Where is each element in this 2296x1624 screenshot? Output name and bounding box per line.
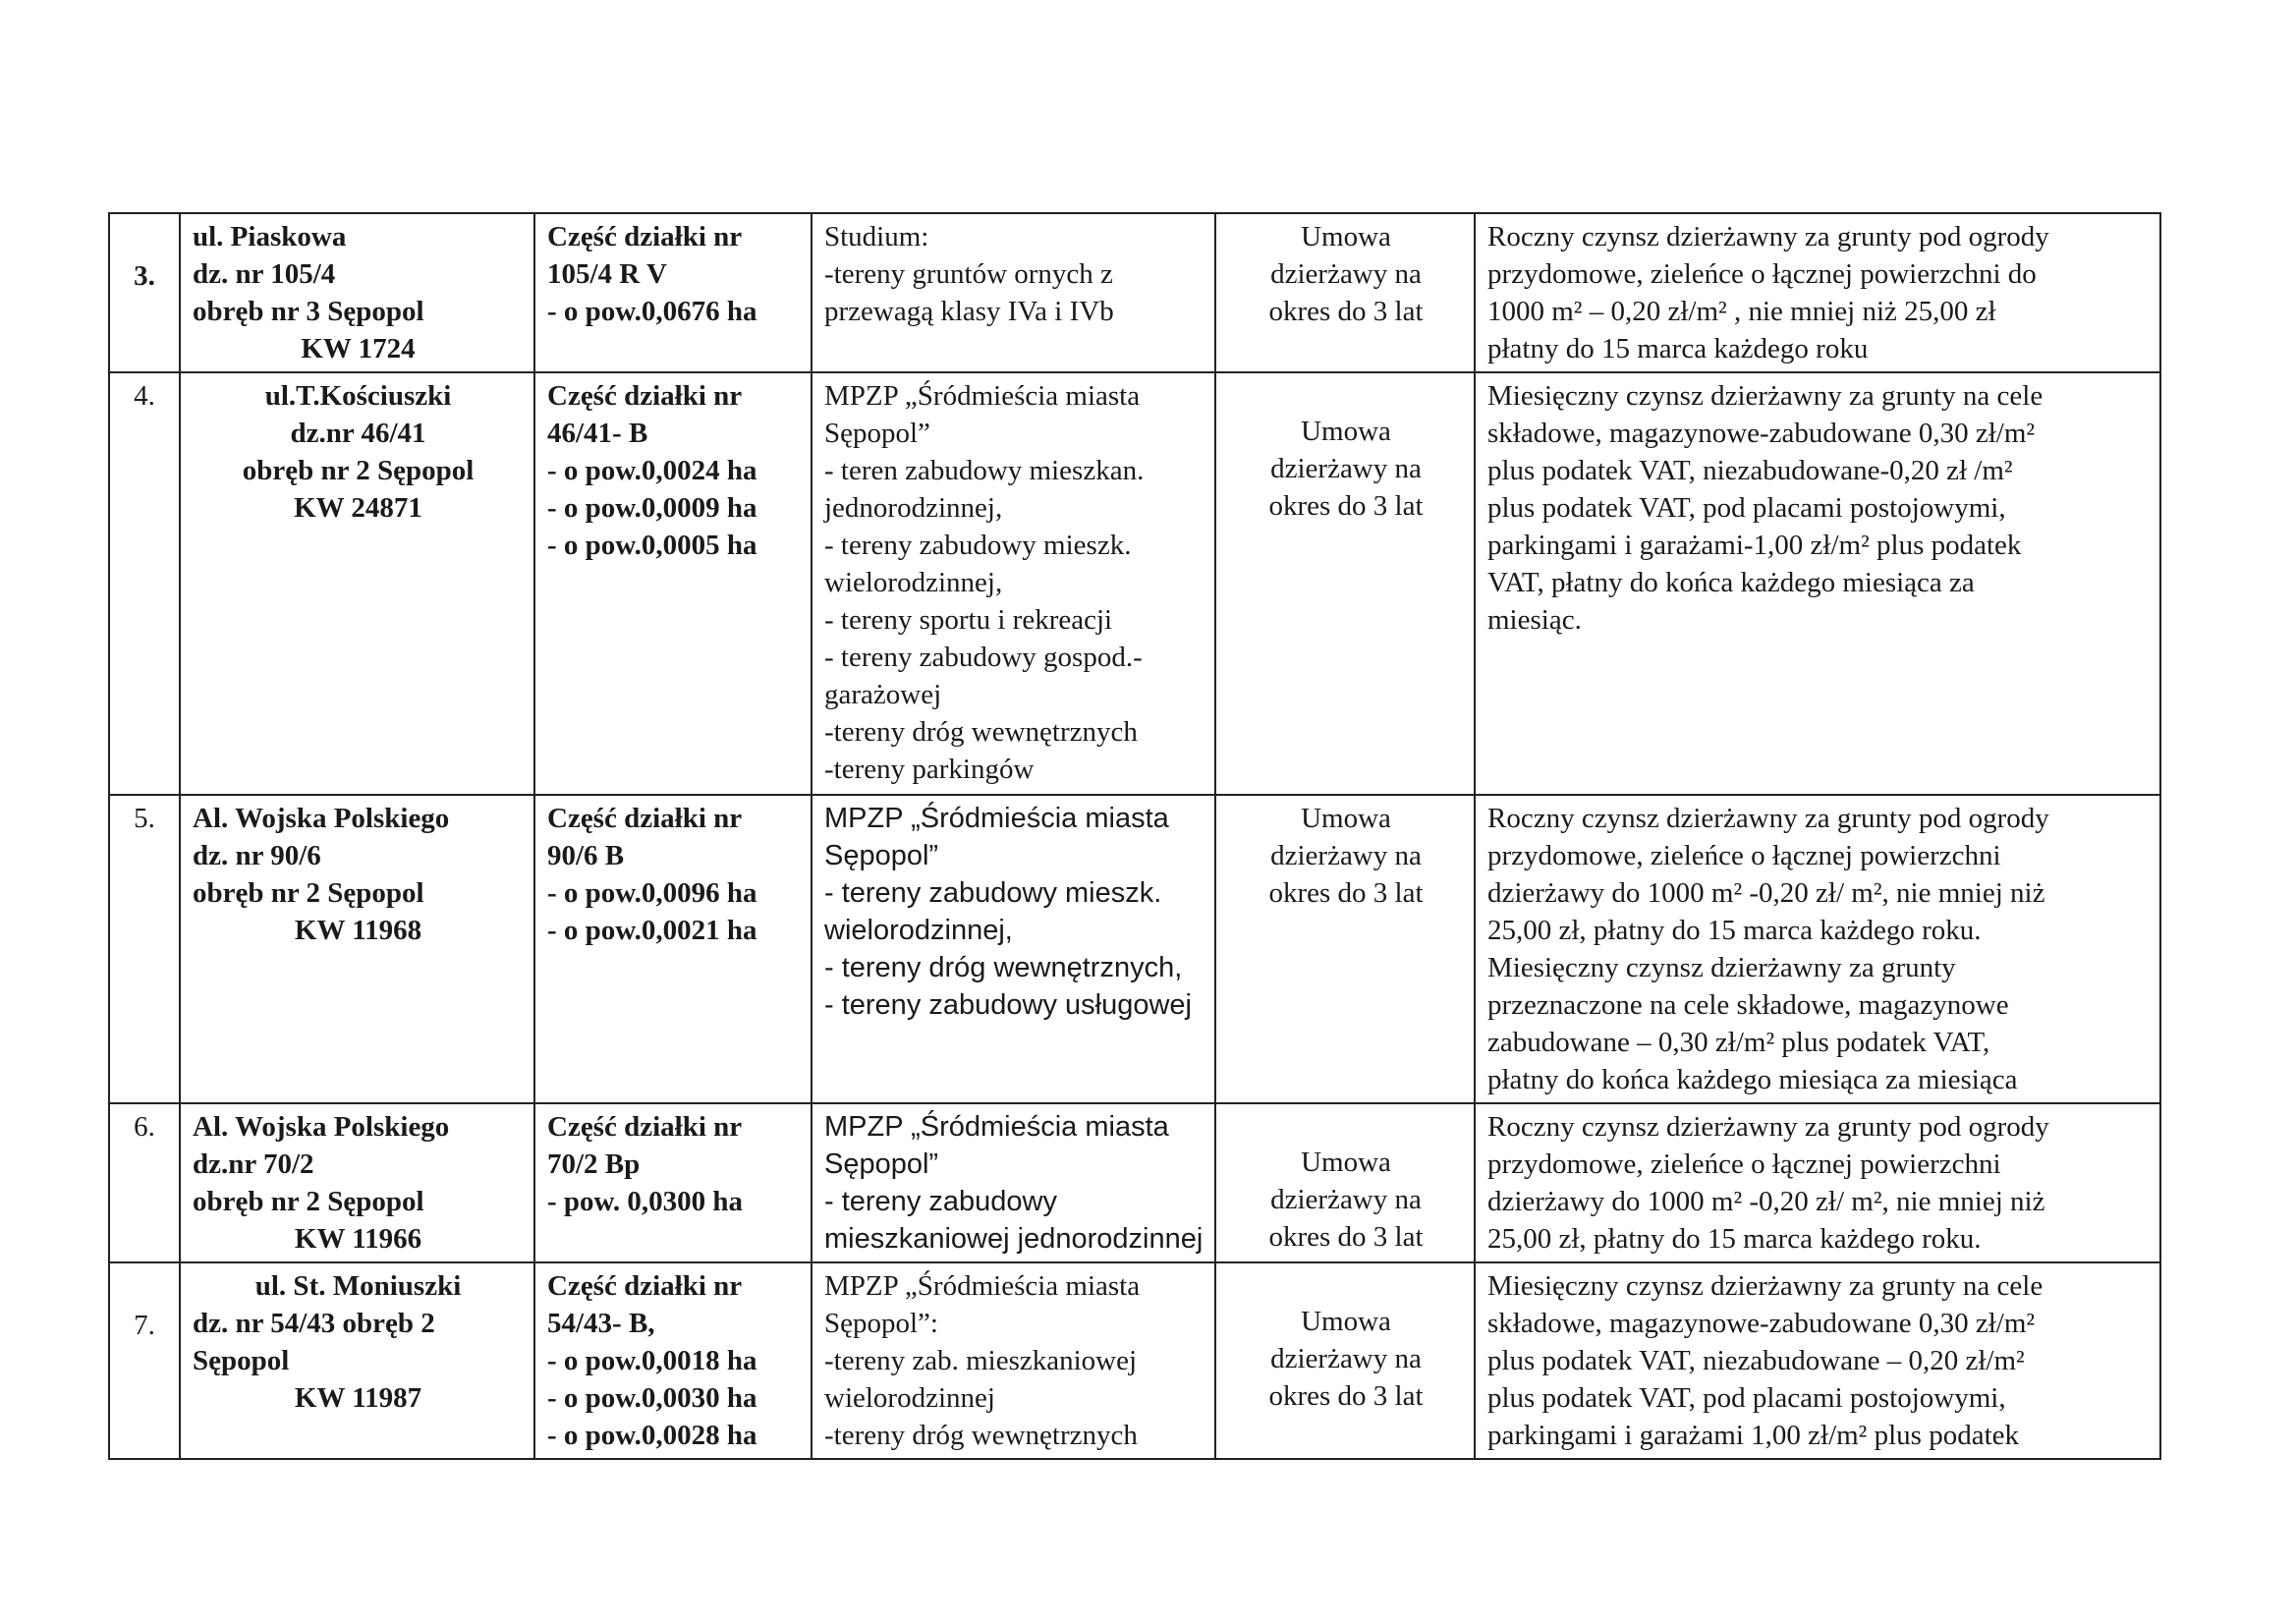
row-number: 4.: [109, 372, 180, 795]
location-cell: Al. Wojska Polskiego dz. nr 90/6 obręb nr 2 Sępopol KW 11968: [180, 795, 534, 1103]
contract-cell: Umowa dzierżawy na okres do 3 lat: [1215, 213, 1475, 372]
table-row: [109, 795, 2160, 1103]
rent-cell: Roczny czynsz dzierżawny za grunty pod ogrody przydomowe, zieleńce o łącznej powierzchni dzierżawy do 1000 m² -0,20 zł/ m², nie mniej niż 25,00 zł, płatny do 15 marca każdego roku. Miesięczny czynsz dzierżawny za grunty przeznaczone na cele składowe, magazynowe zabudowane – 0,30 zł/m² plus podatek VAT, płatny do końca każdego miesiąca za miesiąca: [1475, 795, 2160, 1103]
table-row: [109, 1103, 2160, 1262]
zoning-plan-cell: MPZP „Śródmieścia miasta Sępopol” - tereny zabudowy mieszkaniowej jednorodzinnej: [812, 1103, 1215, 1262]
location-cell: ul.T.Kościuszki dz.nr 46/41 obręb nr 2 Sępopol KW 24871: [180, 372, 534, 795]
row-number: 5.: [109, 795, 180, 1103]
location-cell: ul. St. Moniuszki dz. nr 54/43 obręb 2 Sępopol KW 11987: [180, 1262, 534, 1459]
table-row: [109, 372, 2160, 795]
contract-cell: Umowa dzierżawy na okres do 3 lat: [1215, 372, 1475, 795]
parcel-cell: Część działki nr 90/6 B - o pow.0,0096 ha - o pow.0,0021 ha: [534, 795, 812, 1103]
zoning-plan-cell: MPZP „Śródmieścia miasta Sępopol” - tereny zabudowy mieszk. wielorodzinnej, - tereny dróg wewnętrznych, - tereny zabudowy usługowej: [812, 795, 1215, 1103]
parcel-cell: Część działki nr 105/4 R V - o pow.0,0676 ha: [534, 213, 812, 372]
rent-cell: Roczny czynsz dzierżawny za grunty pod ogrody przydomowe, zieleńce o łącznej powierzchni do 1000 m² – 0,20 zł/m² , nie mniej niż 25,00 zł płatny do 15 marca każdego roku: [1475, 213, 2160, 372]
row-number: 3.: [109, 213, 180, 372]
zoning-plan-cell: MPZP „Śródmieścia miasta Sępopol”: -tereny zab. mieszkaniowej wielorodzinnej -tereny dróg wewnętrznych: [812, 1262, 1215, 1459]
parcel-cell: Część działki nr 70/2 Bp - pow. 0,0300 ha: [534, 1103, 812, 1262]
parcel-cell: Część działki nr 54/43- B, - o pow.0,0018 ha - o pow.0,0030 ha - o pow.0,0028 ha: [534, 1262, 812, 1459]
table-row: [109, 1262, 2160, 1459]
contract-cell: Umowa dzierżawy na okres do 3 lat: [1215, 1103, 1475, 1262]
rent-cell: Roczny czynsz dzierżawny za grunty pod ogrody przydomowe, zieleńce o łącznej powierzchni dzierżawy do 1000 m² -0,20 zł/ m², nie mniej niż 25,00 zł, płatny do 15 marca każdego roku.: [1475, 1103, 2160, 1262]
location-cell: Al. Wojska Polskiego dz.nr 70/2 obręb nr 2 Sępopol KW 11966: [180, 1103, 534, 1262]
zoning-plan-cell: Studium: -tereny gruntów ornych z przewagą klasy IVa i IVb: [812, 213, 1215, 372]
rent-cell: Miesięczny czynsz dzierżawny za grunty na cele składowe, magazynowe-zabudowane 0,30 zł/m² plus podatek VAT, niezabudowane – 0,20 zł/m² plus podatek VAT, pod placami postojowymi, parkingami i garażami 1,00 zł/m² plus podatek: [1475, 1262, 2160, 1459]
zoning-plan-cell: MPZP „Śródmieścia miasta Sępopol” - teren zabudowy mieszkan. jednorodzinnej, - tereny zabudowy mieszk. wielorodzinnej, - tereny sportu i rekreacji - tereny zabudowy gospod.- garażowej -tereny dróg wewnętrznych -tereny parkingów: [812, 372, 1215, 795]
row-number: 7.: [109, 1262, 180, 1459]
contract-cell: Umowa dzierżawy na okres do 3 lat: [1215, 1262, 1475, 1459]
parcel-cell: Część działki nr 46/41- B - o pow.0,0024 ha - o pow.0,0009 ha - o pow.0,0005 ha: [534, 372, 812, 795]
contract-cell: Umowa dzierżawy na okres do 3 lat: [1215, 795, 1475, 1103]
row-number: 6.: [109, 1103, 180, 1262]
location-cell: ul. Piaskowa dz. nr 105/4 obręb nr 3 Sępopol KW 1724: [180, 213, 534, 372]
land-lease-table: [108, 212, 2161, 1460]
table-row: [109, 213, 2160, 372]
rent-cell: Miesięczny czynsz dzierżawny za grunty na cele składowe, magazynowe-zabudowane 0,30 zł/m² plus podatek VAT, niezabudowane-0,20 zł /m² plus podatek VAT, pod placami postojowymi, parkingami i garażami-1,00 zł/m² plus podatek VAT, płatny do końca każdego miesiąca za miesiąc.: [1475, 372, 2160, 795]
